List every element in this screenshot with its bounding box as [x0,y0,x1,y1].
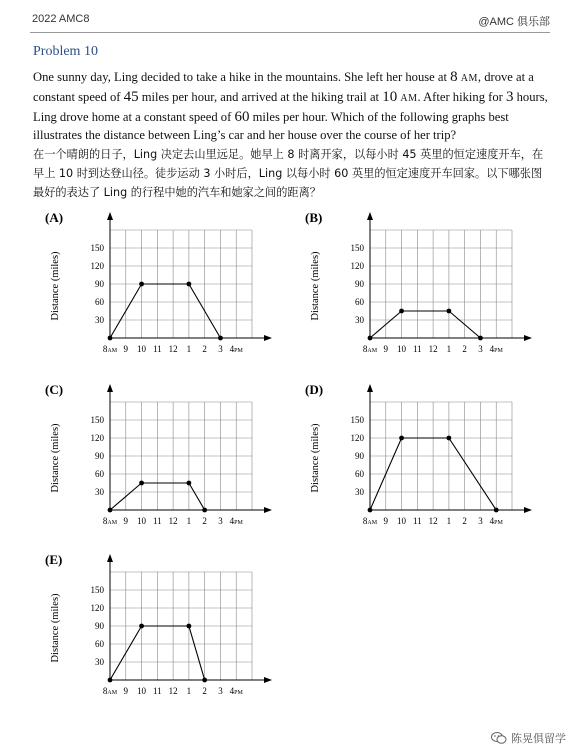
x-tick-label: 3 [218,344,223,354]
x-tick-label: 10 [397,516,407,526]
data-point [108,336,113,341]
problem-title: Problem 10 [33,44,98,59]
x-tick-label: 12 [428,516,438,526]
graph-e [40,552,270,702]
x-tick-label: 1 [186,686,192,696]
x-tick-label: 12 [428,344,438,354]
y-tick-label: 90 [95,451,104,461]
x-tick-label: 4PM [489,516,503,526]
data-point [399,309,404,314]
y-tick-label: 90 [95,279,104,289]
y-tick-label: 120 [90,433,104,443]
x-tick-label: 9 [123,516,129,526]
data-point [478,336,483,341]
y-tick-label: 60 [355,297,364,307]
time-start: 8 [450,69,458,85]
x-tick-label: 11 [412,344,422,354]
y-tick-label: 150 [350,243,364,253]
y-axis-arrow [107,384,113,392]
y-axis-arrow [367,384,373,392]
data-point [108,678,113,683]
x-tick-label: 3 [218,516,223,526]
speed-home: 60 [234,109,250,125]
y-tick-label: 30 [95,487,104,497]
time-unit: AM [460,73,478,84]
header-left: 2022 AMC8 [32,13,90,25]
data-point [368,508,373,513]
problem-text-en [33,68,553,144]
x-tick-label: 4PM [229,516,243,526]
chart-svg [40,552,270,702]
y-tick-label: 30 [95,657,104,667]
y-axis-label: Distance (miles) [50,423,61,493]
graph-d [300,382,530,532]
watermark [491,730,566,746]
y-axis-label: Distance (miles) [50,251,61,321]
x-tick-label: 10 [397,344,407,354]
x-tick-label: 8AM [362,344,378,354]
y-tick-label: 90 [355,279,364,289]
text-part: , drove at a constant speed of [33,70,534,104]
header-divider [30,32,550,33]
y-tick-label: 30 [95,315,104,325]
text-part: miles per hour, and arrived at the hiking trail at [138,90,383,104]
y-tick-label: 60 [355,469,364,479]
x-tick-label: 4PM [489,344,503,354]
y-axis-arrow [367,212,373,220]
text-part: hours, Ling drove home at a constant speed of [33,90,548,124]
x-tick-label: 3 [478,344,483,354]
watermark-text: 陈晃俱留学 [511,732,566,745]
y-tick-label: 150 [350,415,364,425]
data-point [368,336,373,341]
y-tick-label: 150 [90,415,104,425]
x-tick-label: 1 [446,344,452,354]
chart-svg [300,210,530,360]
y-axis-arrow [107,554,113,562]
text-part: miles per hour. Which of the following graphs best illustrates the distance between Ling’s car and her house over the course of her trip? [33,110,509,142]
x-tick-label: 2 [202,686,207,696]
y-tick-label: 120 [90,603,104,613]
y-axis-label: Distance (miles) [50,593,61,663]
x-tick-label: 11 [152,516,162,526]
data-point [399,436,404,441]
text-part: . After hiking for [417,90,506,104]
time-arrive: 10 [382,89,398,105]
data-point [186,282,191,287]
data-point [202,678,207,683]
x-tick-label: 11 [152,686,162,696]
x-tick-label: 1 [446,516,452,526]
chart-title: (C) [45,382,64,397]
x-tick-label: 9 [123,344,129,354]
graph-a [40,210,270,360]
chart-svg [40,210,270,360]
y-tick-label: 90 [355,451,364,461]
problem-text-zh: 在一个晴朗的日子，Ling 决定去山里远足。她早上 8 时离开家，以每小时 45 英里的恒定速度开车，在早上 10 时到达登山径。徒步运动 3 小时后，Ling 以每小时 60 英里的恒定速度开车回家。以下哪张图最好的表达了 Ling 的行程中她的汽车和她家之间的距离？ [33,148,544,199]
series-line [110,284,220,338]
x-axis-arrow [524,507,532,513]
header-right: @AMC 俱乐部 [478,16,550,28]
x-tick-label: 8AM [102,344,118,354]
text-part: One sunny day, Ling decided to take a hike in the mountains. She left her house at [33,70,451,84]
x-tick-label: 10 [137,686,147,696]
x-axis-arrow [524,335,532,341]
x-tick-label: 4PM [229,344,243,354]
data-point [218,336,223,341]
chart-title: (B) [305,210,323,225]
data-point [186,481,191,486]
x-tick-label: 11 [152,344,162,354]
x-tick-label: 1 [186,516,192,526]
data-point [202,508,207,513]
x-tick-label: 10 [137,516,147,526]
x-tick-label: 1 [186,344,192,354]
x-tick-label: 9 [383,344,389,354]
x-tick-label: 2 [202,516,207,526]
y-tick-label: 120 [350,433,364,443]
x-tick-label: 12 [168,516,178,526]
graph-b [300,210,530,360]
x-tick-label: 2 [462,344,467,354]
x-tick-label: 10 [137,344,147,354]
y-tick-label: 30 [355,487,364,497]
data-point [446,309,451,314]
y-tick-label: 90 [95,621,104,631]
x-axis-arrow [264,677,272,683]
series-line [370,311,480,338]
x-tick-label: 3 [218,686,223,696]
data-point [139,282,144,287]
x-tick-label: 3 [478,516,483,526]
chart-svg [40,382,270,532]
chart-title: (A) [45,210,64,225]
chart-title: (E) [45,552,63,567]
x-tick-label: 9 [383,516,389,526]
data-point [494,508,499,513]
x-tick-label: 8AM [362,516,378,526]
x-tick-label: 11 [412,516,422,526]
x-tick-label: 8AM [102,686,118,696]
x-tick-label: 8AM [102,516,118,526]
y-tick-label: 120 [90,261,104,271]
x-tick-label: 4PM [229,686,243,696]
y-tick-label: 120 [350,261,364,271]
y-tick-label: 60 [95,469,104,479]
y-tick-label: 60 [95,297,104,307]
x-tick-label: 2 [462,516,467,526]
chart-title: (D) [305,382,324,397]
y-axis-label: Distance (miles) [310,423,321,493]
y-axis-label: Distance (miles) [310,251,321,321]
wechat-icon [491,731,507,745]
y-tick-label: 150 [90,243,104,253]
graph-c [40,382,270,532]
data-point [139,481,144,486]
x-tick-label: 12 [168,344,178,354]
x-tick-label: 2 [202,344,207,354]
data-point [186,624,191,629]
y-tick-label: 60 [95,639,104,649]
hike-hours: 3 [505,89,514,105]
y-tick-label: 150 [90,585,104,595]
data-point [139,624,144,629]
x-tick-label: 12 [168,686,178,696]
x-tick-label: 9 [123,686,129,696]
y-tick-label: 30 [355,315,364,325]
data-point [446,436,451,441]
chart-svg [300,382,530,532]
speed-out: 45 [123,89,139,105]
time-unit: AM [400,93,418,104]
data-point [108,508,113,513]
x-axis-arrow [264,507,272,513]
y-axis-arrow [107,212,113,220]
x-axis-arrow [264,335,272,341]
